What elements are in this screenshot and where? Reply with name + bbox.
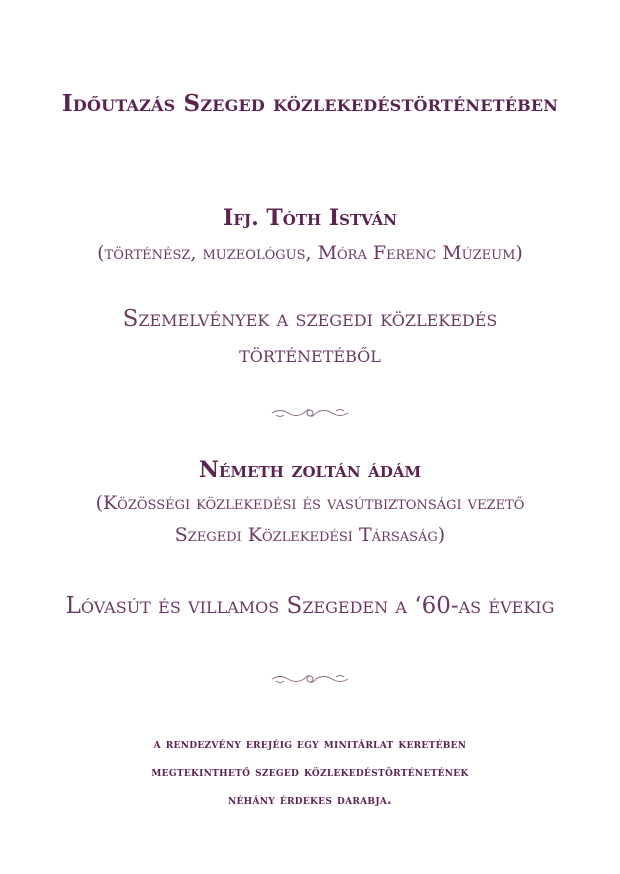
speaker-2-talk-title: Lóvasút és villamos Szegeden a ‘60-as évekig bbox=[65, 593, 555, 619]
speaker-2-role-line2: Szegedi Közlekedési Társaság) bbox=[174, 524, 446, 546]
speaker-1-name: Ifj. Tóth István bbox=[223, 205, 397, 231]
speaker-2-role-line1: (Közösségi közlekedési és vasútbiztonsági vezető bbox=[95, 492, 525, 514]
speaker-1-role: (történész, muzeológus, Móra Ferenc Múzeum) bbox=[97, 242, 523, 264]
scroll-ornament-icon bbox=[270, 672, 350, 686]
scroll-ornament-icon bbox=[270, 406, 350, 420]
footer-line-2: megtekinthető szeged közlekedéstörténetének bbox=[151, 765, 469, 780]
speaker-2-name: Németh zoltán ádám bbox=[198, 457, 422, 483]
footer-line-1: a rendezvény erejéig egy minitárlat keretében bbox=[153, 737, 467, 752]
speaker-1-talk-title-line2: történetéből bbox=[239, 342, 381, 368]
footer-line-3: néhány érdekes darabja. bbox=[228, 793, 392, 808]
page-title: Időutazás Szeged közlekedéstörténetében bbox=[61, 90, 559, 117]
speaker-1-talk-title-line1: Szemelvények a szegedi közlekedés bbox=[122, 306, 498, 332]
